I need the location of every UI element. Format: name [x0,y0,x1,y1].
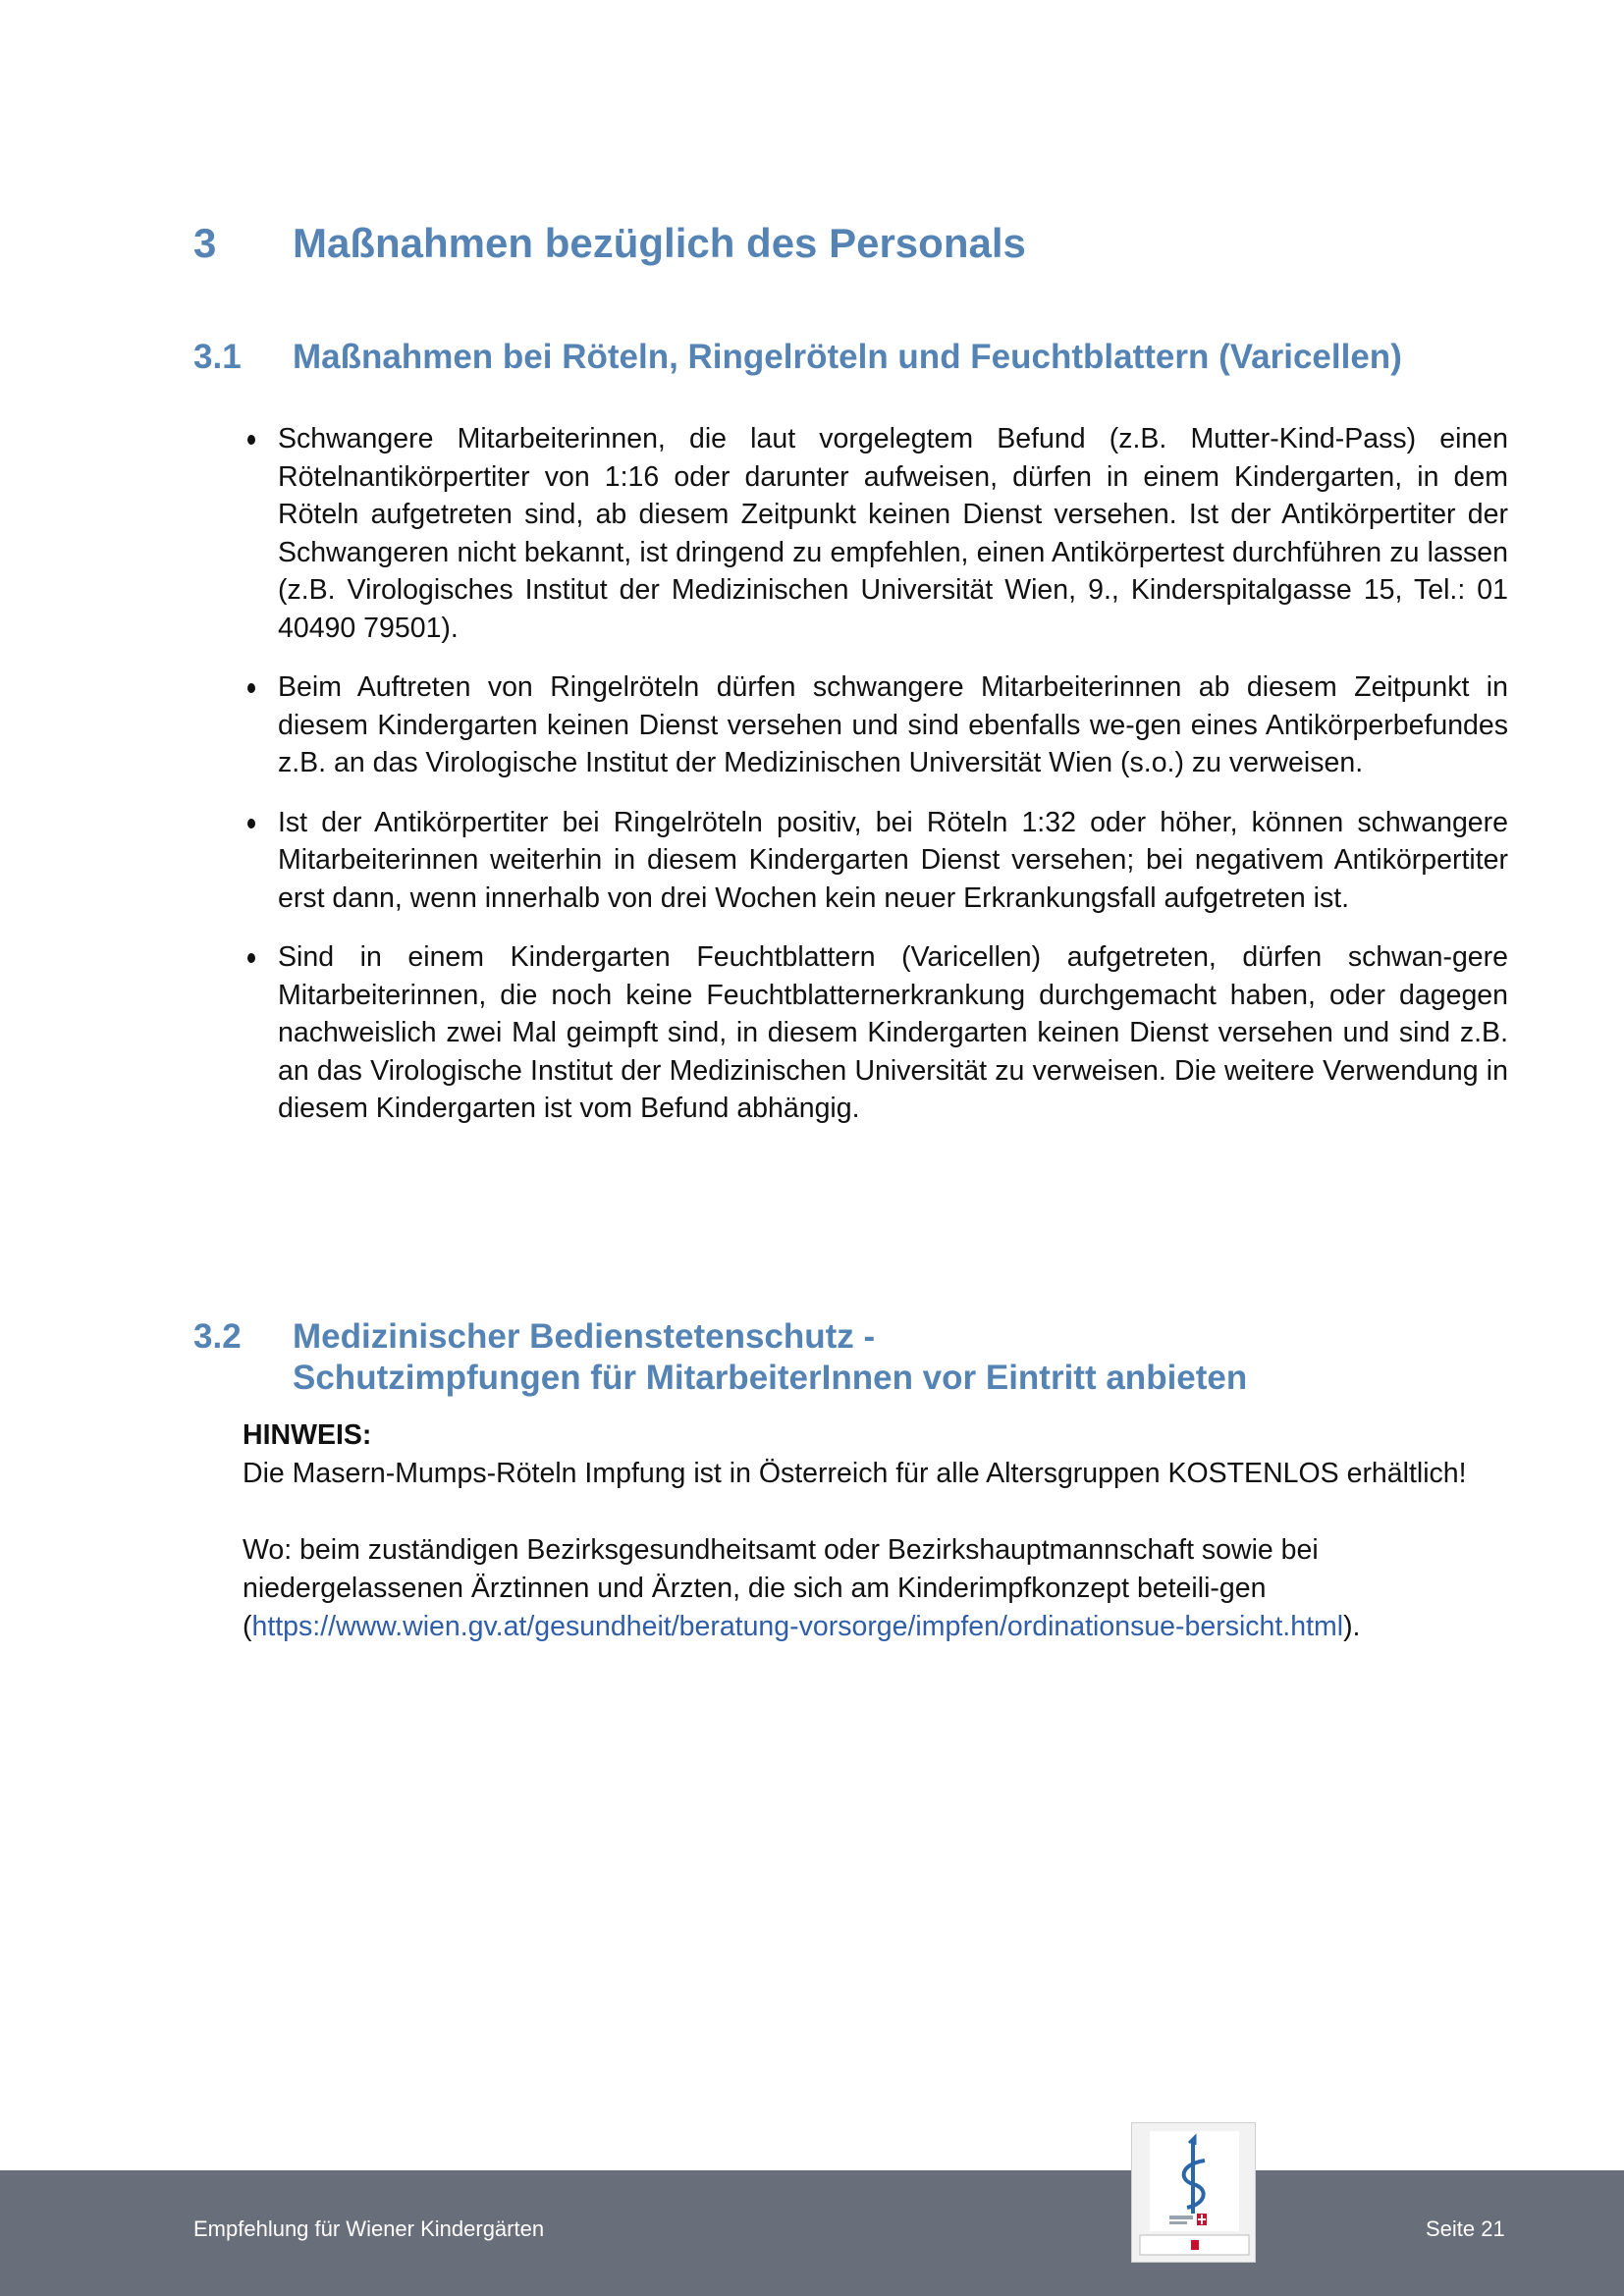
bullet-icon [247,953,255,963]
hint-block [243,1416,1519,1684]
subsection-heading-3-1 [193,338,1402,377]
ordination-link[interactable]: https://www.wien.gv.at/gesundheit/beratung-vorsorge/impfen/ordinationsue-bersicht.html [251,1611,1344,1642]
bullet-icon [247,435,255,445]
subsection-title: Maßnahmen bei Röteln, Ringelröteln und Feuchtblattern (Varicellen) [293,338,1402,376]
list-item: Schwangere Mitarbeiterinnen, die laut vorgelegtem Befund (z.B. Mutter-Kind-Pass) einen Rötelnantikörpertiter von 1:16 oder darunter aufweisen, dürfen in einem Kindergarten, in dem Röteln aufgetreten sind, ab diesem Zeitpunkt keinen Dienst versehen. Ist der Antikörpertiter der Schwangeren nicht bekannt, ist dringend zu empfehlen, einen Antikörpertest durchführen zu lassen (z.B. Virologisches Institut der Medizinischen Universität Wien, 9., Kinderspitalgasse 15, Tel.: 01 40490 79501). [245,420,1508,647]
health-department-logo-icon [1131,2122,1256,2263]
subsection-title-line2: Schutzimpfungen für MitarbeiterInnen vor Eintritt anbieten [293,1359,1248,1397]
page-number: Seite 21 [1426,2216,1505,2241]
bullet-icon [247,819,255,828]
subsection-number: 3.1 [193,338,242,376]
footer-title: Empfehlung für Wiener Kindergärten [193,2216,545,2241]
hint-text: Die Masern-Mumps-Röteln Impfung ist in Österreich für alle Altersgruppen KOSTENLOS erhältlich! [243,1458,1467,1489]
section-number: 3 [193,220,217,266]
list-item: Ist der Antikörpertiter bei Ringelröteln positiv, bei Röteln 1:32 oder höher, können schwangere Mitarbeiterinnen weiterhin in diesem Kindergarten Dienst versehen; bei negativem Antikörpertiter erst dann, wenn innerhalb von drei Wochen kein neuer Erkrankungsfall aufgetreten ist. [245,804,1508,918]
subsection-heading-3-2 [193,1317,1247,1398]
subsection-number: 3.2 [193,1317,242,1356]
list-item: Beim Auftreten von Ringelröteln dürfen schwangere Mitarbeiterinnen ab diesem Zeitpunkt in diesem Kindergarten keinen Dienst versehen und sind ebenfalls we-gen eines Antikörperbefundes z.B. an das Virologische Institut der Medizinischen Universität Wien (s.o.) zu verweisen. [245,668,1508,782]
bullet-icon [247,683,255,693]
subsection-title-line1: Medizinischer Bedienstetenschutz - [293,1317,876,1356]
where-paragraph: Wo: beim zuständigen Bezirksgesundheitsamt oder Bezirkshauptmannschaft sowie bei niedergelassenen Ärztinnen und Ärzten, die sich am Kinderimpfkonzept beteili-gen (https://www.wien.gv.at/gesundheit/beratung-vorsorge/impfen/ordinationsue-bersicht.html). [243,1534,1361,1642]
page-footer [0,2170,1624,2296]
section-title: Maßnahmen bezüglich des Personals [293,220,1026,266]
bullet-list [245,420,1508,1149]
section-heading [193,220,1026,267]
list-item: Sind in einem Kindergarten Feuchtblattern (Varicellen) aufgetreten, dürfen schwan-gere Mitarbeiterinnen, die noch keine Feuchtblatternerkrankung durchgemacht haben, oder dagegen nachweislich zwei Mal geimpft sind, in diesem Kindergarten keinen Dienst versehen und sind z.B. an das Virologische Institut der Medizinischen Universität zu verweisen. Die weitere Verwendung in diesem Kindergarten ist vom Befund abhängig. [245,938,1508,1128]
hint-label: HINWEIS: [243,1419,372,1451]
